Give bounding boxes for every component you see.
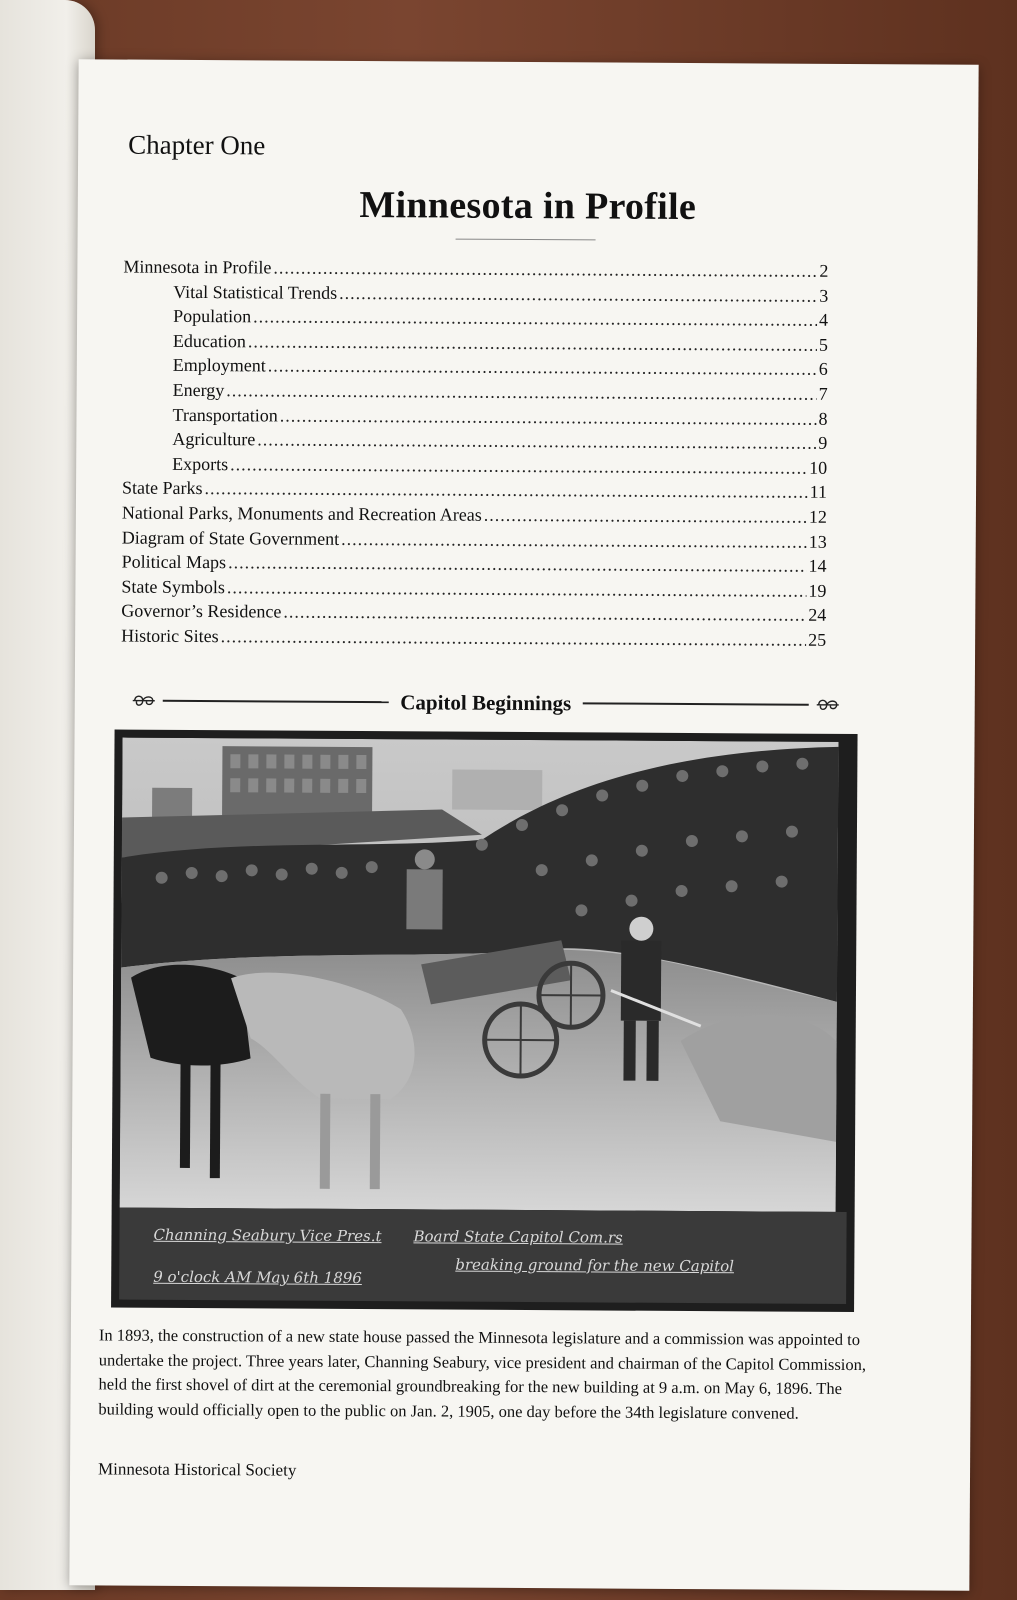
toc-label: Governor’s Residence [121, 600, 282, 622]
toc-leader [253, 307, 817, 331]
toc-leader [484, 505, 807, 528]
toc-label: Population [173, 306, 252, 327]
flourish-ornament-icon [815, 694, 841, 716]
toc-page: 7 [818, 383, 828, 404]
toc-leader [228, 552, 807, 577]
toc-page: 10 [809, 457, 828, 478]
photo-handwritten-caption [119, 1208, 847, 1304]
chapter-label: Chapter One [128, 129, 266, 161]
toc-page: 3 [819, 285, 829, 306]
section-header [131, 686, 841, 720]
toc-label: Agriculture [172, 429, 256, 450]
toc-page: 8 [818, 408, 828, 429]
section-title: Capitol Beginnings [400, 689, 572, 715]
page-footer: Minnesota Historical Society [98, 1459, 297, 1480]
handwritten-caption-line: Channing Seabury Vice Pres.t [153, 1225, 382, 1246]
toc-page: 25 [808, 629, 827, 650]
toc-label: Employment [172, 355, 266, 376]
photo-caption-paragraph: In 1893, the construction of a new state house passed the Minnesota legislature and a commission was appointed to undertake the project. Three years later, Channing Seabury, vice president and chairman of the Capitol Commission, held the first shovel of dirt at the ceremonial groundbreaking for the new building at 9 a.m. on May 6, 1896. The building would officially open to the public on Jan. 2, 1905, one day before the 34th legislature convened. [98, 1325, 867, 1423]
section-rule-right [583, 702, 809, 705]
book-page [69, 59, 978, 1590]
title-underline [456, 239, 596, 241]
chapter-title: Minnesota in Profile [359, 183, 697, 229]
flourish-ornament-icon [131, 690, 157, 712]
toc-page: 12 [808, 506, 827, 527]
toc-leader [257, 430, 816, 454]
toc-leader [248, 331, 817, 355]
toc-page: 14 [808, 555, 827, 576]
toc-leader [268, 356, 817, 380]
toc-leader [280, 405, 817, 429]
toc-page: 5 [818, 334, 829, 355]
toc-leader [226, 380, 816, 405]
toc-page: 11 [809, 482, 828, 503]
toc-leader [341, 528, 807, 552]
toc-row [121, 625, 826, 654]
toc-leader [221, 626, 807, 651]
handwritten-caption-line: 9 o'clock AM May 6th 1896 [153, 1267, 362, 1288]
toc-label: Exports [172, 453, 229, 474]
toc-label: Education [172, 330, 246, 352]
toc-leader [230, 454, 807, 479]
toc-label: Historic Sites [121, 625, 219, 647]
handwritten-caption-line: breaking ground for the new Capitol [455, 1255, 735, 1276]
toc-label: State Symbols [121, 576, 226, 597]
toc-label: State Parks [121, 477, 203, 499]
toc-label: Political Maps [121, 551, 227, 573]
toc-leader [339, 282, 817, 306]
toc-leader [273, 257, 817, 281]
toc-page: 19 [808, 580, 827, 601]
toc-label: Vital Statistical Trends [173, 281, 338, 303]
historic-photograph-frame [111, 729, 858, 1312]
toc-page: 24 [808, 605, 827, 626]
toc-label: Diagram of State Government [121, 527, 340, 549]
table-of-contents [121, 257, 828, 655]
toc-label: Transportation [172, 404, 278, 426]
groundbreaking-photo [120, 738, 839, 1212]
toc-page: 4 [819, 309, 829, 331]
toc-label: National Parks, Monuments and Recreation Areas [121, 502, 482, 525]
toc-page: 9 [818, 432, 828, 454]
toc-label: Energy [172, 379, 225, 401]
toc-leader [204, 478, 807, 503]
toc-leader [283, 602, 806, 626]
toc-page: 6 [818, 359, 828, 380]
toc-page: 13 [808, 531, 827, 552]
toc-leader [227, 577, 807, 602]
toc-label: Minnesota in Profile [123, 256, 272, 278]
handwritten-caption-line: Board State Capitol Com.rs [413, 1227, 623, 1247]
toc-page: 2 [819, 260, 829, 281]
section-rule-left [163, 700, 389, 703]
